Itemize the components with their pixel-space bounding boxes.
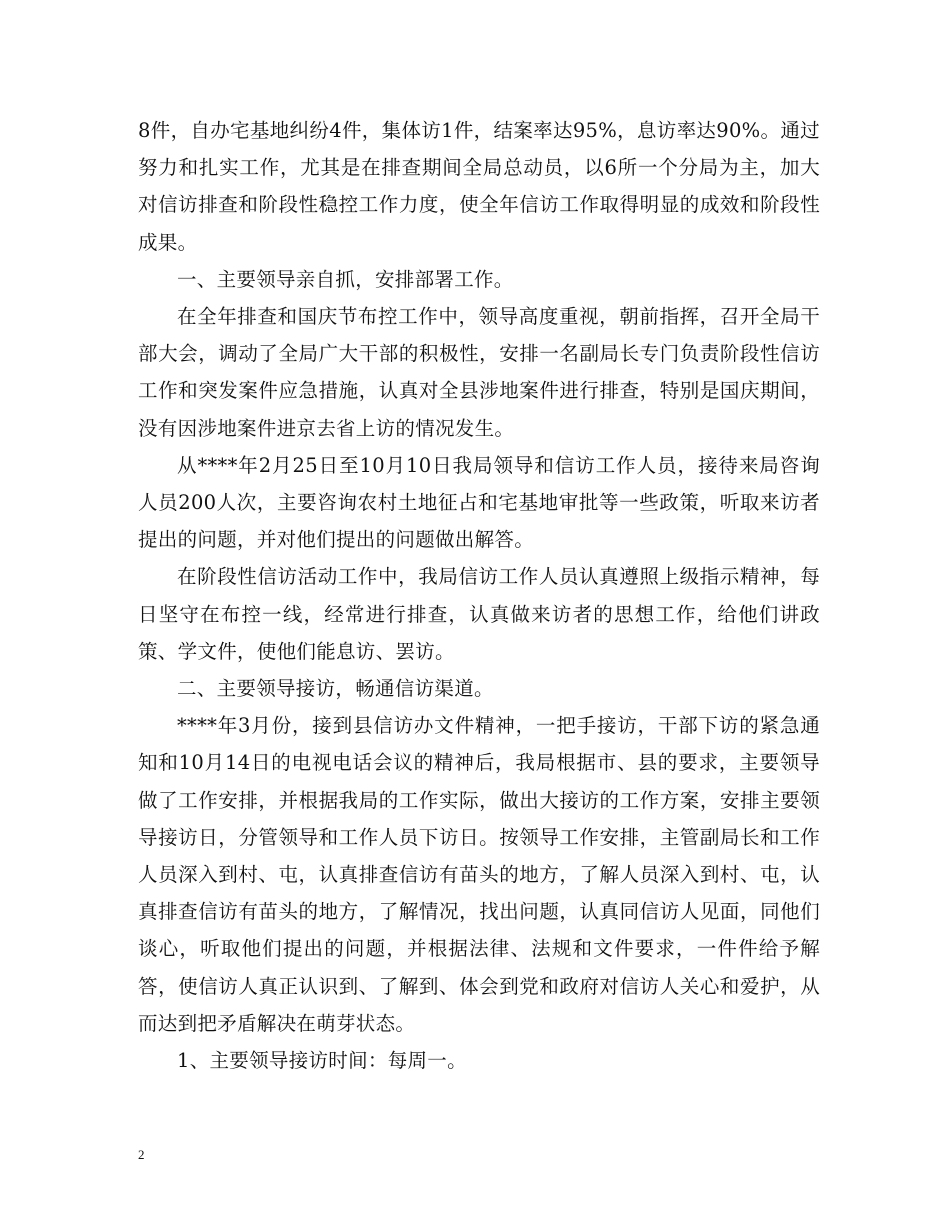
paragraph-continuation: 8件，自办宅基地纠纷4件，集体访1件，结案率达95%，息访率达90%。通过努力和扎实工作，尤其是在排查期间全局总动员，以6所一个分局为主，加大对信访排查和阶段性稳控工作力度，使全年信访工作取得明显的成效和阶段性成果。 <box>138 119 820 254</box>
paragraph: ****年3月份，接到县信访办文件精神，一把手接访，干部下访的紧急通知和10月14日的电视电话会议的精神后，我局根据市、县的要求，主要领导做了工作安排，并根据我局的工作实际，做出大接访的工作方案，安排主要领导接访日，分管领导和工作人员下访日。按领导工作安排，主管副局长和工作人员深入到村、屯，认真排查信访有苗头的地方，了解人员深入到村、屯，认真排查信访有苗头的地方，了解情况，找出问题，认真同信访人见面，同他们谈心，听取他们提出的问题，并根据法律、法规和文件要求，一件件给予解答，使信访人真正认识到、了解到、体会到党和政府对信访人关心和爱护，从而达到把矛盾解决在萌芽状态。 <box>138 714 820 1035</box>
paragraph: 在全年排查和国庆节布控工作中，领导高度重视，朝前指挥，召开全局干部大会，调动了全局广大干部的积极性，安排一名副局长专门负责阶段性信访工作和突发案件应急措施，认真对全县涉地案件进行排查，特别是国庆期间，没有因涉地案件进京去省上访的情况发生。 <box>138 305 820 440</box>
page-number: 2 <box>138 1147 145 1162</box>
paragraph: 在阶段性信访活动工作中，我局信访工作人员认真遵照上级指示精神，每日坚守在布控一线，经常进行排查，认真做来访者的思想工作，给他们讲政策、学文件，使他们能息访、罢访。 <box>138 565 820 663</box>
section-heading-2: 二、主要领导接访，畅通信访渠道。 <box>177 677 494 701</box>
paragraph: 从****年2月25日至10月10日我局领导和信访工作人员，接待来局咨询人员200人次，主要咨询农村土地征占和宅基地审批等一些政策，听取来访者提出的问题，并对他们提出的问题做出解答。 <box>138 453 820 552</box>
section-heading-1: 一、主要领导亲自抓，安排部署工作。 <box>177 267 514 291</box>
list-item: 1、主要领导接访时间：每周一。 <box>177 1049 467 1073</box>
document-body <box>138 112 820 1079</box>
